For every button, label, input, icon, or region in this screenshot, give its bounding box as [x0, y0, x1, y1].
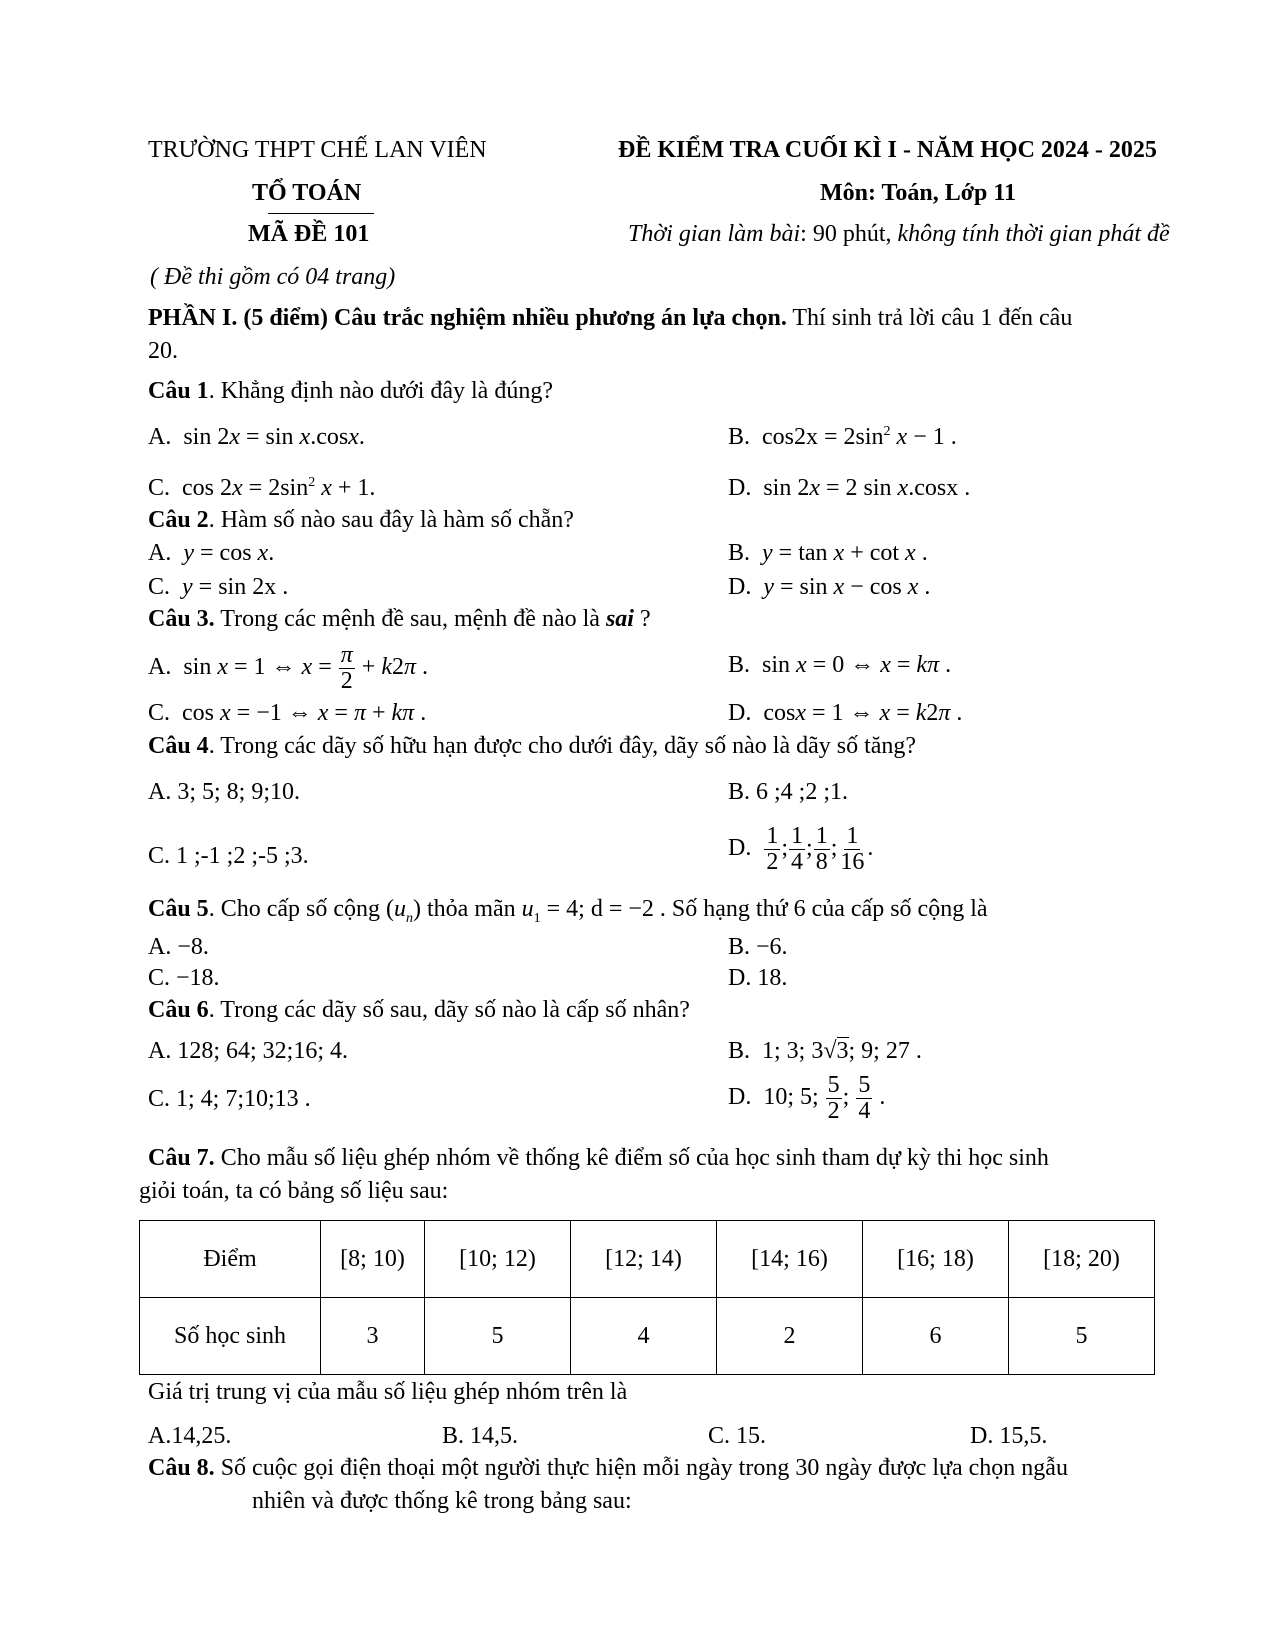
table-cell: [12; 14) — [571, 1221, 717, 1298]
question-7-cont: giỏi toán, ta có bảng số liệu sau: — [139, 1178, 449, 1204]
q6-option-c: C. 1; 4; 7;10;13 . — [148, 1086, 311, 1112]
table-cell: [14; 16) — [717, 1221, 863, 1298]
exam-code: MÃ ĐỀ 101 — [248, 221, 370, 247]
q6-option-a: A. 128; 64; 32;16; 4. — [148, 1038, 349, 1064]
q4-option-d: D. $\frac{1}{2}$ ; $\frac{1}{4}$ ; $\frac{1}{8}$ ; $\frac{1}{16}$ . — [728, 823, 874, 876]
table-cell: 6 — [863, 1298, 1009, 1375]
table-row-header: Số học sinh — [140, 1298, 321, 1375]
question-5: Câu 5. Cho cấp số cộng $(u_n)$ thỏa mãn $u_1 = 4$; d = −2 . Số hạng thứ 6 của cấp số cộng là — [148, 896, 988, 926]
question-8-cont: nhiên và được thống kê trong bảng sau: — [252, 1488, 632, 1514]
school-name: TRƯỜNG THPT CHẾ LAN VIÊN — [148, 137, 487, 163]
q3-option-c: C. cos x = −1 ⇔ x = π + kπ . — [148, 700, 427, 726]
q2-option-c: C. y = sin 2x . — [148, 574, 289, 600]
q5-option-c: C. −18. — [148, 965, 220, 991]
q1-option-b: B. $\cos 2x = 2\sin^2$ x − 1 . — [728, 424, 957, 450]
part1-heading: PHẦN I. (5 điểm) Câu trắc nghiệm nhiều phương án lựa chọn. Thí sinh trả lời câu 1 đến câu — [148, 305, 1073, 331]
score-table — [139, 1220, 1155, 1375]
table-cell: 3 — [321, 1298, 425, 1375]
table-cell: [10; 12) — [425, 1221, 571, 1298]
q7-option-c: C. 15. — [708, 1423, 767, 1449]
table-cell: 2 — [717, 1298, 863, 1375]
q5-option-b: B. −6. — [728, 934, 788, 960]
q4-option-b: B. 6 ;4 ;2 ;1. — [728, 779, 849, 805]
table-row — [140, 1221, 1155, 1298]
part1-heading-cont: 20. — [148, 338, 178, 364]
pages-note: ( Đề thi gồm có 04 trang) — [150, 264, 396, 290]
table-row-header: Điểm — [140, 1221, 321, 1298]
question-6: Câu 6. Trong các dãy số sau, dãy số nào là cấp số nhân? — [148, 997, 690, 1023]
question-3: Câu 3. Trong các mệnh đề sau, mệnh đề nào là sai ? — [148, 606, 651, 632]
table-cell: 5 — [425, 1298, 571, 1375]
q6-option-b: B. 1; 3; 3√3; 9; 27 . — [728, 1038, 922, 1064]
department: TỔ TOÁN — [252, 180, 362, 206]
q7-option-a: A.14,25. — [148, 1423, 232, 1449]
q7-option-d: D. 15,5. — [970, 1423, 1048, 1449]
table-cell: [8; 10) — [321, 1221, 425, 1298]
q5-option-a: A. −8. — [148, 934, 209, 960]
table-cell: [18; 20) — [1009, 1221, 1155, 1298]
q1-option-a: A. sin 2x = sin x.cosx. — [148, 424, 365, 450]
subject-line: Môn: Toán, Lớp 11 — [820, 180, 1017, 206]
exam-title: ĐỀ KIỂM TRA CUỐI KÌ I - NĂM HỌC 2024 - 2025 — [618, 137, 1157, 163]
question-8: Câu 8. Số cuộc gọi điện thoại một người thực hiện mỗi ngày trong 30 ngày được lựa chọn ngẫu — [148, 1455, 1068, 1481]
q5-option-d: D. 18. — [728, 965, 788, 991]
q7-prompt: Giá trị trung vị của mẫu số liệu ghép nhóm trên là — [148, 1379, 628, 1405]
q2-option-b: B. y = tan x + cot x . — [728, 540, 928, 566]
q4-option-a: A. 3; 5; 8; 9;10. — [148, 779, 301, 805]
q1-option-c: C. $\cos 2x = 2\sin^2$ x + 1. — [148, 475, 376, 501]
table-cell: 4 — [571, 1298, 717, 1375]
q2-option-a: A. y = cos x. — [148, 540, 275, 566]
table-cell: 5 — [1009, 1298, 1155, 1375]
table-cell: [16; 18) — [863, 1221, 1009, 1298]
q6-option-d: D. 10; 5; $\frac{5}{2}$ ; $\frac{5}{4}$ . — [728, 1072, 886, 1125]
q7-option-b: B. 14,5. — [442, 1423, 519, 1449]
q4-option-c: C. 1 ;-1 ;2 ;-5 ;3. — [148, 843, 309, 869]
table-row — [140, 1298, 1155, 1375]
q3-option-a: A. sin x = 1 ⇔ x = $\frac{\pi}{2}$ + k2π . — [148, 642, 429, 695]
time-line: Thời gian làm bài: 90 phút, không tính thời gian phát đề — [628, 221, 1170, 247]
q2-option-d: D. y = sin x − cos x . — [728, 574, 931, 600]
q1-option-d: D. sin 2x = 2 sin x.cosx . — [728, 475, 971, 501]
question-1: Câu 1. Khẳng định nào dưới đây là đúng? — [148, 378, 553, 404]
header-divider — [268, 213, 374, 214]
q3-option-d: D. cosx = 1 ⇔ x = k2π . — [728, 700, 963, 726]
question-4: Câu 4. Trong các dãy số hữu hạn được cho dưới đây, dãy số nào là dãy số tăng? — [148, 733, 917, 759]
question-7: Câu 7. Cho mẫu số liệu ghép nhóm về thống kê điểm số của học sinh tham dự kỳ thi học sinh — [148, 1145, 1049, 1171]
question-2: Câu 2. Hàm số nào sau đây là hàm số chẵn? — [148, 507, 574, 533]
q3-option-b: B. sin x = 0 ⇔ x = kπ . — [728, 652, 952, 678]
